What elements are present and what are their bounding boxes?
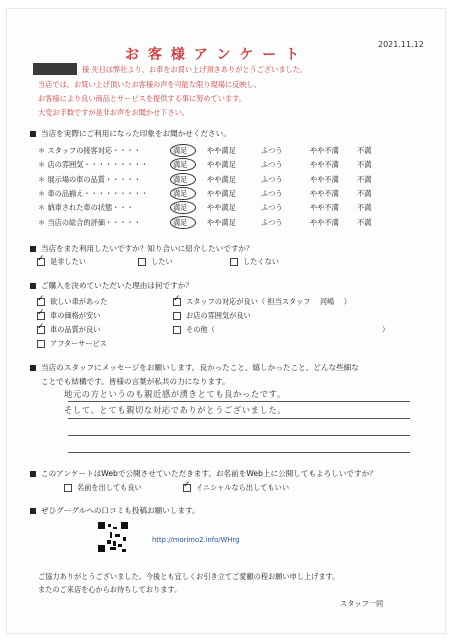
qr-module xyxy=(121,522,128,529)
q2-option-maybe[interactable]: したい xyxy=(138,257,173,267)
q1-scale-option[interactable]: やや満足 xyxy=(207,174,236,184)
survey-title: お 客 様 ア ン ケ ー ト xyxy=(125,47,302,63)
bullet-square-icon xyxy=(30,283,36,289)
q1-item-label: ＊ 展示場の車の品質・・・・・ xyxy=(38,174,141,184)
q4-question-line-2: ことでも結構です。皆様の言葉が私共の力になります。 xyxy=(41,377,230,386)
q1-scale-option[interactable]: 満足 xyxy=(173,160,188,170)
q3-reason-price[interactable]: ✓車の価格が安い xyxy=(37,311,100,321)
qr-module xyxy=(110,532,112,538)
qr-module xyxy=(115,534,120,537)
q1-scale-option[interactable]: やや不満 xyxy=(310,203,339,213)
review-url-link[interactable]: http://morimo2.info/WHrg xyxy=(152,536,240,544)
answer-rule xyxy=(68,418,410,419)
q4-question-line-1: 当店のスタッフにメッセージをお願いします。良かったこと、嬉しかったこと、どんな些細な xyxy=(30,362,359,373)
qr-module xyxy=(118,544,122,547)
q1-item-label: ＊ 車の品揃え・・・・・・・・・ xyxy=(38,188,149,198)
q5-option-full-name[interactable]: 名前を出しても良い xyxy=(64,483,142,493)
footer-closing: またのご来店を心からお待ちしております。 xyxy=(38,585,182,594)
q1-scale-option[interactable]: やや不満 xyxy=(310,174,339,184)
bullet-square-icon xyxy=(30,471,36,477)
q1-scale-option[interactable]: ふつう xyxy=(261,217,283,227)
bullet-square-icon xyxy=(30,131,36,137)
checkbox-icon[interactable] xyxy=(37,298,45,306)
q1-scale-option[interactable]: やや不満 xyxy=(310,188,339,198)
bullet-square-icon xyxy=(30,246,36,252)
q1-item-label: ＊ 店の雰囲気・・・・・・・・・ xyxy=(38,160,149,170)
qr-module xyxy=(110,547,116,550)
q1-scale-option[interactable]: 不満 xyxy=(357,203,372,213)
message-answer-line-1: 地元の方というのも親近感が湧きとても良かったです。 xyxy=(64,389,286,399)
q1-scale-option[interactable]: やや不満 xyxy=(310,146,339,155)
intro-line-3: お客様により良い商品とサービスを提供する事に努めています。 xyxy=(38,94,246,103)
q2-option-yes[interactable]: ✓是非したい xyxy=(37,257,86,267)
checkbox-icon[interactable] xyxy=(138,258,146,266)
q1-scale-option[interactable]: 満足 xyxy=(173,217,188,227)
qr-module xyxy=(113,527,117,529)
q1-scale-option[interactable]: 満足 xyxy=(173,174,188,184)
q3-reason-quality[interactable]: ✓車の品質が良い xyxy=(37,325,100,335)
q3-reason-atmosphere[interactable]: お店の雰囲気が良い xyxy=(173,311,251,321)
survey-date: 2021.11.12 xyxy=(378,40,424,49)
qr-module xyxy=(98,522,105,529)
selected-circle-mark xyxy=(170,187,196,200)
q1-scale-option[interactable]: 不満 xyxy=(357,146,372,155)
selected-circle-mark xyxy=(170,173,196,186)
q5-question: このアンケートはWebで公開させていただきます。お名前をWeb上に公開してもよろしいですか？ xyxy=(30,468,377,479)
q3-question: ご購入を決めていただいた理由は何ですか？ xyxy=(30,280,193,291)
qr-module xyxy=(122,549,126,552)
qr-code-icon[interactable] xyxy=(98,522,128,552)
selected-circle-mark xyxy=(170,144,196,157)
qr-module xyxy=(107,540,111,544)
qr-module xyxy=(123,537,126,541)
checkbox-icon[interactable] xyxy=(173,326,181,334)
footer-signature: スタッフ一同 xyxy=(340,599,384,608)
q1-scale-option[interactable]: ふつう xyxy=(261,160,283,170)
q1-item-label: ＊ 納車された車の状態・・・ xyxy=(38,203,134,213)
checkbox-icon[interactable] xyxy=(37,340,45,348)
redacted-customer-name xyxy=(33,63,77,75)
q3-reason-car[interactable]: ✓欲しい車があった xyxy=(37,297,107,307)
q1-question: 当店を実際にご利用になった印象をお聞かせください。 xyxy=(30,128,231,139)
q1-scale-option[interactable]: ふつう xyxy=(261,203,283,213)
message-answer-line-2: そして、とても親切な対応でありがとうございました。 xyxy=(64,405,287,415)
q3-reason-staff[interactable]: ✓スタッフの対応が良い（ 担当スタッフ 河嶋 ） xyxy=(173,297,351,307)
checkbox-icon[interactable] xyxy=(37,258,45,266)
q1-scale-option[interactable]: 不満 xyxy=(357,174,372,184)
answer-rule xyxy=(68,452,410,453)
q1-scale-option[interactable]: やや満足 xyxy=(207,146,236,155)
bullet-square-icon xyxy=(30,365,36,371)
q1-scale-option[interactable]: 不満 xyxy=(357,188,372,198)
q1-scale-option[interactable]: 満足 xyxy=(173,188,188,198)
q2-question: 当店をまた利用したいですか？知り合いに紹介したいですか？ xyxy=(30,243,254,254)
q2-option-no[interactable]: したくない xyxy=(230,257,279,267)
intro-line-2: 当店では、お買い上げ頂いたお客様の声を可能な限り現場に反映し、 xyxy=(38,80,261,89)
q1-scale-option[interactable]: やや不満 xyxy=(310,217,339,227)
selected-circle-mark xyxy=(170,216,196,229)
q1-scale-option[interactable]: やや満足 xyxy=(207,160,236,170)
qr-module xyxy=(98,545,105,552)
checkbox-icon[interactable] xyxy=(230,258,238,266)
q3-reason-other[interactable]: その他（ xyxy=(173,325,215,335)
q3-reason-aftercare[interactable]: アフターサービス xyxy=(37,339,107,349)
qr-module xyxy=(113,541,116,546)
checkbox-icon[interactable] xyxy=(173,312,181,320)
q1-scale-option[interactable]: やや満足 xyxy=(207,203,236,213)
q1-scale-option[interactable]: ふつう xyxy=(261,174,283,184)
checkbox-icon[interactable] xyxy=(173,298,181,306)
footer-thanks: ご協力ありがとうございました。今後とも宜しくお引き立てご愛顧の程お願い申し上げます。 xyxy=(38,572,340,581)
q3-other-close: ） xyxy=(382,325,390,334)
q1-scale-option[interactable]: 満足 xyxy=(173,146,188,155)
answer-rule xyxy=(68,401,410,402)
qr-module xyxy=(108,524,111,527)
checkbox-icon[interactable] xyxy=(37,326,45,334)
intro-line-4: 大変お手数ですが是非お声をお聞かせ下さい。 xyxy=(38,108,189,117)
bullet-square-icon xyxy=(30,508,36,514)
answer-rule xyxy=(68,435,410,436)
q1-scale-option[interactable]: やや不満 xyxy=(310,160,339,170)
q6-question: ぜひグーグルへの口コミも投稿お願いします。 xyxy=(30,505,200,516)
q1-scale-option[interactable]: 満足 xyxy=(173,203,188,213)
q1-item-label: ＊ スタッフの接客対応・・・・ xyxy=(38,146,141,155)
checkbox-icon[interactable] xyxy=(37,312,45,320)
q1-scale-option[interactable]: ふつう xyxy=(261,188,283,198)
checkbox-icon[interactable] xyxy=(183,484,191,492)
intro-salutation: 様 先日は弊社より、お車をお買い上げ頂きありがとうございました。 xyxy=(82,65,308,74)
q1-scale-option[interactable]: やや満足 xyxy=(207,188,236,198)
q5-option-initials[interactable]: ✓ イニシャルなら出してもいい xyxy=(183,483,289,493)
q1-scale-option[interactable]: 不満 xyxy=(357,160,372,170)
q1-scale-option[interactable]: ふつう xyxy=(261,146,283,155)
q1-scale-option[interactable]: やや満足 xyxy=(207,217,236,227)
checkbox-icon[interactable] xyxy=(64,484,72,492)
q1-scale-option[interactable]: 不満 xyxy=(357,217,372,227)
q1-item-label: ＊ 当店の総合的評価・・・・・ xyxy=(38,217,141,227)
